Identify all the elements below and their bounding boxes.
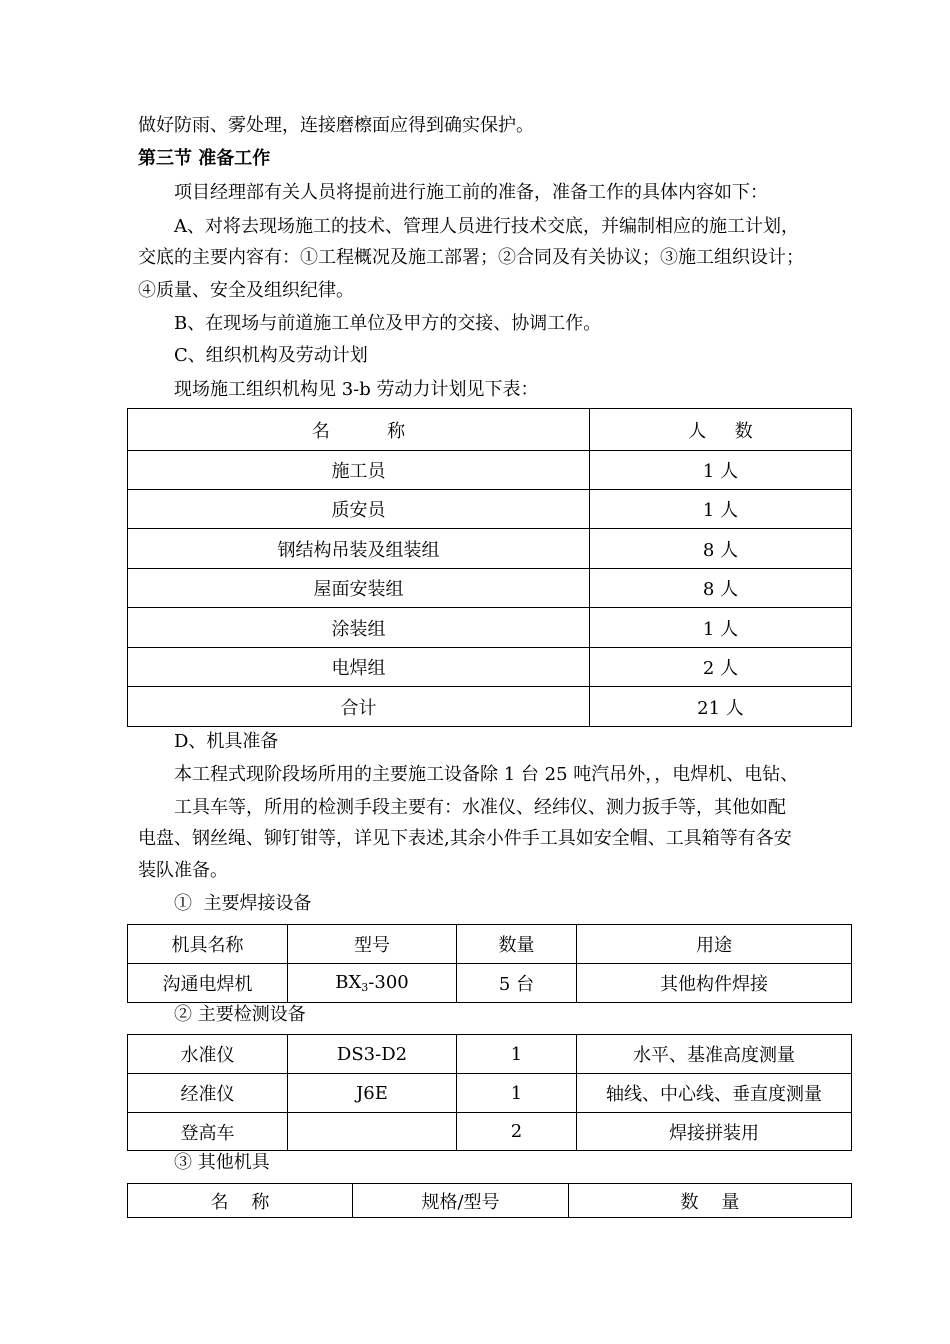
cell-quantity: 5 台	[457, 964, 577, 1003]
cell-count: 1 人	[590, 490, 852, 529]
inspection-table	[127, 1034, 852, 1151]
cell-usage: 其他构件焊接	[577, 964, 852, 1003]
section-heading: 第三节 准备工作	[138, 148, 271, 169]
cell-model: J6E	[288, 1074, 457, 1113]
cell-count: 1 人	[590, 451, 852, 490]
cell-name: 钢结构吊装及组装组	[128, 529, 590, 569]
table-row	[128, 964, 852, 1003]
table-header-row	[128, 409, 852, 451]
table-header-row	[128, 1184, 852, 1218]
paragraph-p7c: 电盘、钢丝绳、铆钉钳等，详见下表述,其余小件手工具如安全帽、工具箱等有各安	[138, 828, 792, 849]
table-row	[128, 1035, 852, 1074]
header-equipment-name: 机具名称	[128, 925, 288, 964]
paragraph-p0: 做好防雨、雾处理，连接磨檫面应得到确实保护。	[138, 115, 534, 136]
header-model: 型号	[288, 925, 457, 964]
cell-quantity: 1	[457, 1035, 577, 1074]
cell-name: 合计	[128, 687, 590, 727]
paragraph-p2c: ④质量、安全及组织纪律。	[138, 280, 354, 301]
cell-count: 21 人	[590, 687, 852, 727]
cell-usage: 轴线、中心线、垂直度测量	[577, 1074, 852, 1113]
table-row	[128, 648, 852, 687]
cell-name: 涂装组	[128, 608, 590, 648]
cell-name: 施工员	[128, 451, 590, 490]
cell-equipment-name: 沟通电焊机	[128, 964, 288, 1003]
cell-model	[288, 964, 457, 1003]
paragraph-p4: C、组织机构及劳动计划	[174, 345, 368, 366]
paragraph-p5: 现场施工组织机构见 3-b 劳动力计划见下表：	[174, 379, 539, 400]
table-header-row	[128, 925, 852, 964]
cell-name: 电焊组	[128, 648, 590, 687]
paragraph-p7b: 工具车等，所用的检测手段主要有：水准仪、经纬仪、测力扳手等，其他如配	[174, 797, 786, 818]
header-count: 人 数	[590, 409, 852, 451]
table-row	[128, 1074, 852, 1113]
table-row	[128, 490, 852, 529]
paragraph-p2b: 交底的主要内容有：①工程概况及施工部署；②合同及有关协议；③施工组织设计；	[138, 247, 804, 268]
table-row	[128, 1113, 852, 1151]
header-name: 名 称	[128, 1184, 353, 1218]
cell-usage: 水平、基准高度测量	[577, 1035, 852, 1074]
paragraph-p3: B、在现场与前道施工单位及甲方的交接、协调工作。	[174, 313, 602, 334]
header-name: 名 称	[128, 409, 590, 451]
cell-model: DS3-D2	[288, 1035, 457, 1074]
cell-equipment-name: 水准仪	[128, 1035, 288, 1074]
model-main: BX	[335, 972, 362, 993]
cell-count: 8 人	[590, 569, 852, 608]
model-subscript: 3	[361, 981, 369, 994]
cell-quantity: 2	[457, 1113, 577, 1151]
cell-name: 屋面安装组	[128, 569, 590, 608]
paragraph-p6: D、机具准备	[174, 731, 279, 752]
header-spec: 规格/型号	[353, 1184, 569, 1218]
cell-quantity: 1	[457, 1074, 577, 1113]
table-row	[128, 529, 852, 569]
header-usage: 用途	[577, 925, 852, 964]
other-equipment-table	[127, 1183, 852, 1218]
subheading-welding: ① 主要焊接设备	[174, 893, 312, 914]
table-row	[128, 608, 852, 648]
cell-count: 1 人	[590, 608, 852, 648]
subheading-inspection: ② 主要检测设备	[174, 1004, 306, 1025]
table-row	[128, 569, 852, 608]
cell-usage: 焊接拼装用	[577, 1113, 852, 1151]
model-rest: -300	[368, 972, 409, 993]
cell-count: 2 人	[590, 648, 852, 687]
header-quantity: 数量	[457, 925, 577, 964]
cell-equipment-name: 登高车	[128, 1113, 288, 1151]
paragraph-p2a: A、对将去现场施工的技术、管理人员进行技术交底，并编制相应的施工计划，	[174, 216, 799, 237]
cell-name: 质安员	[128, 490, 590, 529]
welding-table	[127, 924, 852, 1003]
table-row	[128, 687, 852, 727]
subheading-other-equipment: ③ 其他机具	[174, 1152, 270, 1173]
paragraph-p1: 项目经理部有关人员将提前进行施工前的准备，准备工作的具体内容如下：	[174, 182, 768, 203]
paragraph-p7a: 本工程式现阶段场所用的主要施工设备除 1 台 25 吨汽吊外，，电焊机、电钻、	[174, 764, 799, 785]
labor-table	[127, 408, 852, 727]
table-row	[128, 451, 852, 490]
cell-equipment-name: 经准仪	[128, 1074, 288, 1113]
cell-model	[288, 1113, 457, 1151]
header-quantity: 数 量	[569, 1184, 852, 1218]
cell-count: 8 人	[590, 529, 852, 569]
paragraph-p7d: 装队准备。	[138, 860, 228, 881]
